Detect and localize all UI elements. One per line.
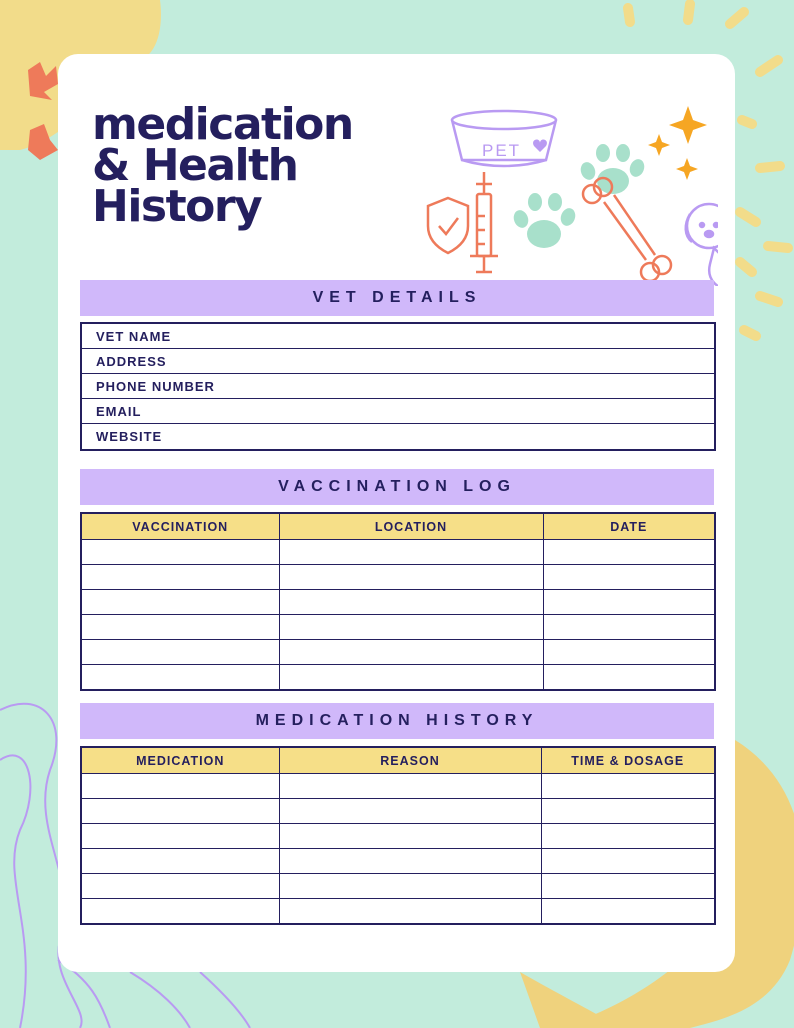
table-cell[interactable]: [279, 899, 541, 924]
column-header: TIME & DOSAGE: [541, 748, 714, 774]
syringe-icon: [470, 172, 498, 272]
form-sheet: [58, 54, 735, 972]
table-cell[interactable]: [279, 640, 543, 665]
table-cell[interactable]: [279, 874, 541, 899]
column-header: MEDICATION: [82, 748, 279, 774]
vet-details-box: [80, 322, 716, 451]
table-cell[interactable]: [82, 874, 279, 899]
table-cell[interactable]: [279, 799, 541, 824]
column-header: DATE: [543, 514, 714, 540]
table-cell[interactable]: [82, 824, 279, 849]
table-cell[interactable]: [543, 565, 714, 590]
website-label: WEBSITE: [96, 429, 163, 444]
table-cell[interactable]: [82, 799, 279, 824]
table-cell[interactable]: [543, 615, 714, 640]
bone-icon: [583, 178, 671, 281]
table-cell[interactable]: [543, 640, 714, 665]
table-cell[interactable]: [279, 540, 543, 565]
table-cell[interactable]: [279, 615, 543, 640]
phone-number-label: PHONE NUMBER: [96, 379, 215, 394]
dog-face-icon: [686, 204, 718, 248]
phone-number-field[interactable]: [82, 374, 714, 399]
column-header: LOCATION: [279, 514, 543, 540]
vet-name-field[interactable]: [82, 324, 714, 349]
table-row: [82, 774, 714, 799]
sand-arc-shape: [520, 972, 620, 1028]
website-field[interactable]: [82, 424, 714, 449]
table-cell[interactable]: [543, 590, 714, 615]
pet-bowl-icon: [452, 111, 556, 166]
table-cell[interactable]: [82, 540, 279, 565]
title-line-1: medication: [92, 99, 353, 150]
table-header-row: [82, 514, 714, 540]
sparkle-icon: [648, 106, 707, 180]
address-field[interactable]: [82, 349, 714, 374]
page-title: [92, 99, 353, 232]
table-row: [82, 874, 714, 899]
address-label: ADDRESS: [96, 354, 167, 369]
vet-details-heading: VET DETAILS: [80, 280, 714, 316]
table-cell[interactable]: [82, 640, 279, 665]
column-header: VACCINATION: [82, 514, 279, 540]
title-line-2: & Health: [92, 140, 298, 191]
table-cell[interactable]: [543, 665, 714, 690]
table-cell[interactable]: [279, 590, 543, 615]
email-field[interactable]: [82, 399, 714, 424]
shield-check-icon: [428, 198, 468, 253]
table-cell[interactable]: [541, 899, 714, 924]
table-row: [82, 615, 714, 640]
vaccination-log-table: [80, 512, 716, 691]
table-cell[interactable]: [279, 774, 541, 799]
table-cell[interactable]: [541, 774, 714, 799]
medication-history-table: [80, 746, 716, 925]
table-cell[interactable]: [543, 540, 714, 565]
table-row: [82, 540, 714, 565]
paw-print-icon: [511, 193, 577, 248]
table-row: [82, 849, 714, 874]
table-cell[interactable]: [279, 824, 541, 849]
title-line-3: History: [92, 181, 262, 232]
pet-bowl-label: PET: [482, 141, 522, 160]
header-illustrations: [358, 76, 718, 286]
table-row: [82, 899, 714, 924]
table-cell[interactable]: [82, 849, 279, 874]
table-cell[interactable]: [541, 799, 714, 824]
table-cell[interactable]: [541, 824, 714, 849]
table-cell[interactable]: [82, 565, 279, 590]
table-cell[interactable]: [82, 665, 279, 690]
table-row: [82, 799, 714, 824]
medication-history-heading: MEDICATION HISTORY: [80, 703, 714, 739]
table-row: [82, 590, 714, 615]
vaccination-log-heading: VACCINATION LOG: [80, 469, 714, 505]
table-row: [82, 640, 714, 665]
column-header: REASON: [279, 748, 541, 774]
vet-name-label: VET NAME: [96, 329, 172, 344]
table-cell[interactable]: [279, 565, 543, 590]
table-row: [82, 565, 714, 590]
table-cell[interactable]: [82, 774, 279, 799]
table-cell[interactable]: [541, 849, 714, 874]
table-cell[interactable]: [82, 615, 279, 640]
table-cell[interactable]: [82, 899, 279, 924]
table-header-row: [82, 748, 714, 774]
table-cell[interactable]: [279, 665, 543, 690]
table-cell[interactable]: [541, 874, 714, 899]
table-cell[interactable]: [279, 849, 541, 874]
table-cell[interactable]: [82, 590, 279, 615]
table-row: [82, 824, 714, 849]
table-row: [82, 665, 714, 690]
email-label: EMAIL: [96, 404, 142, 419]
